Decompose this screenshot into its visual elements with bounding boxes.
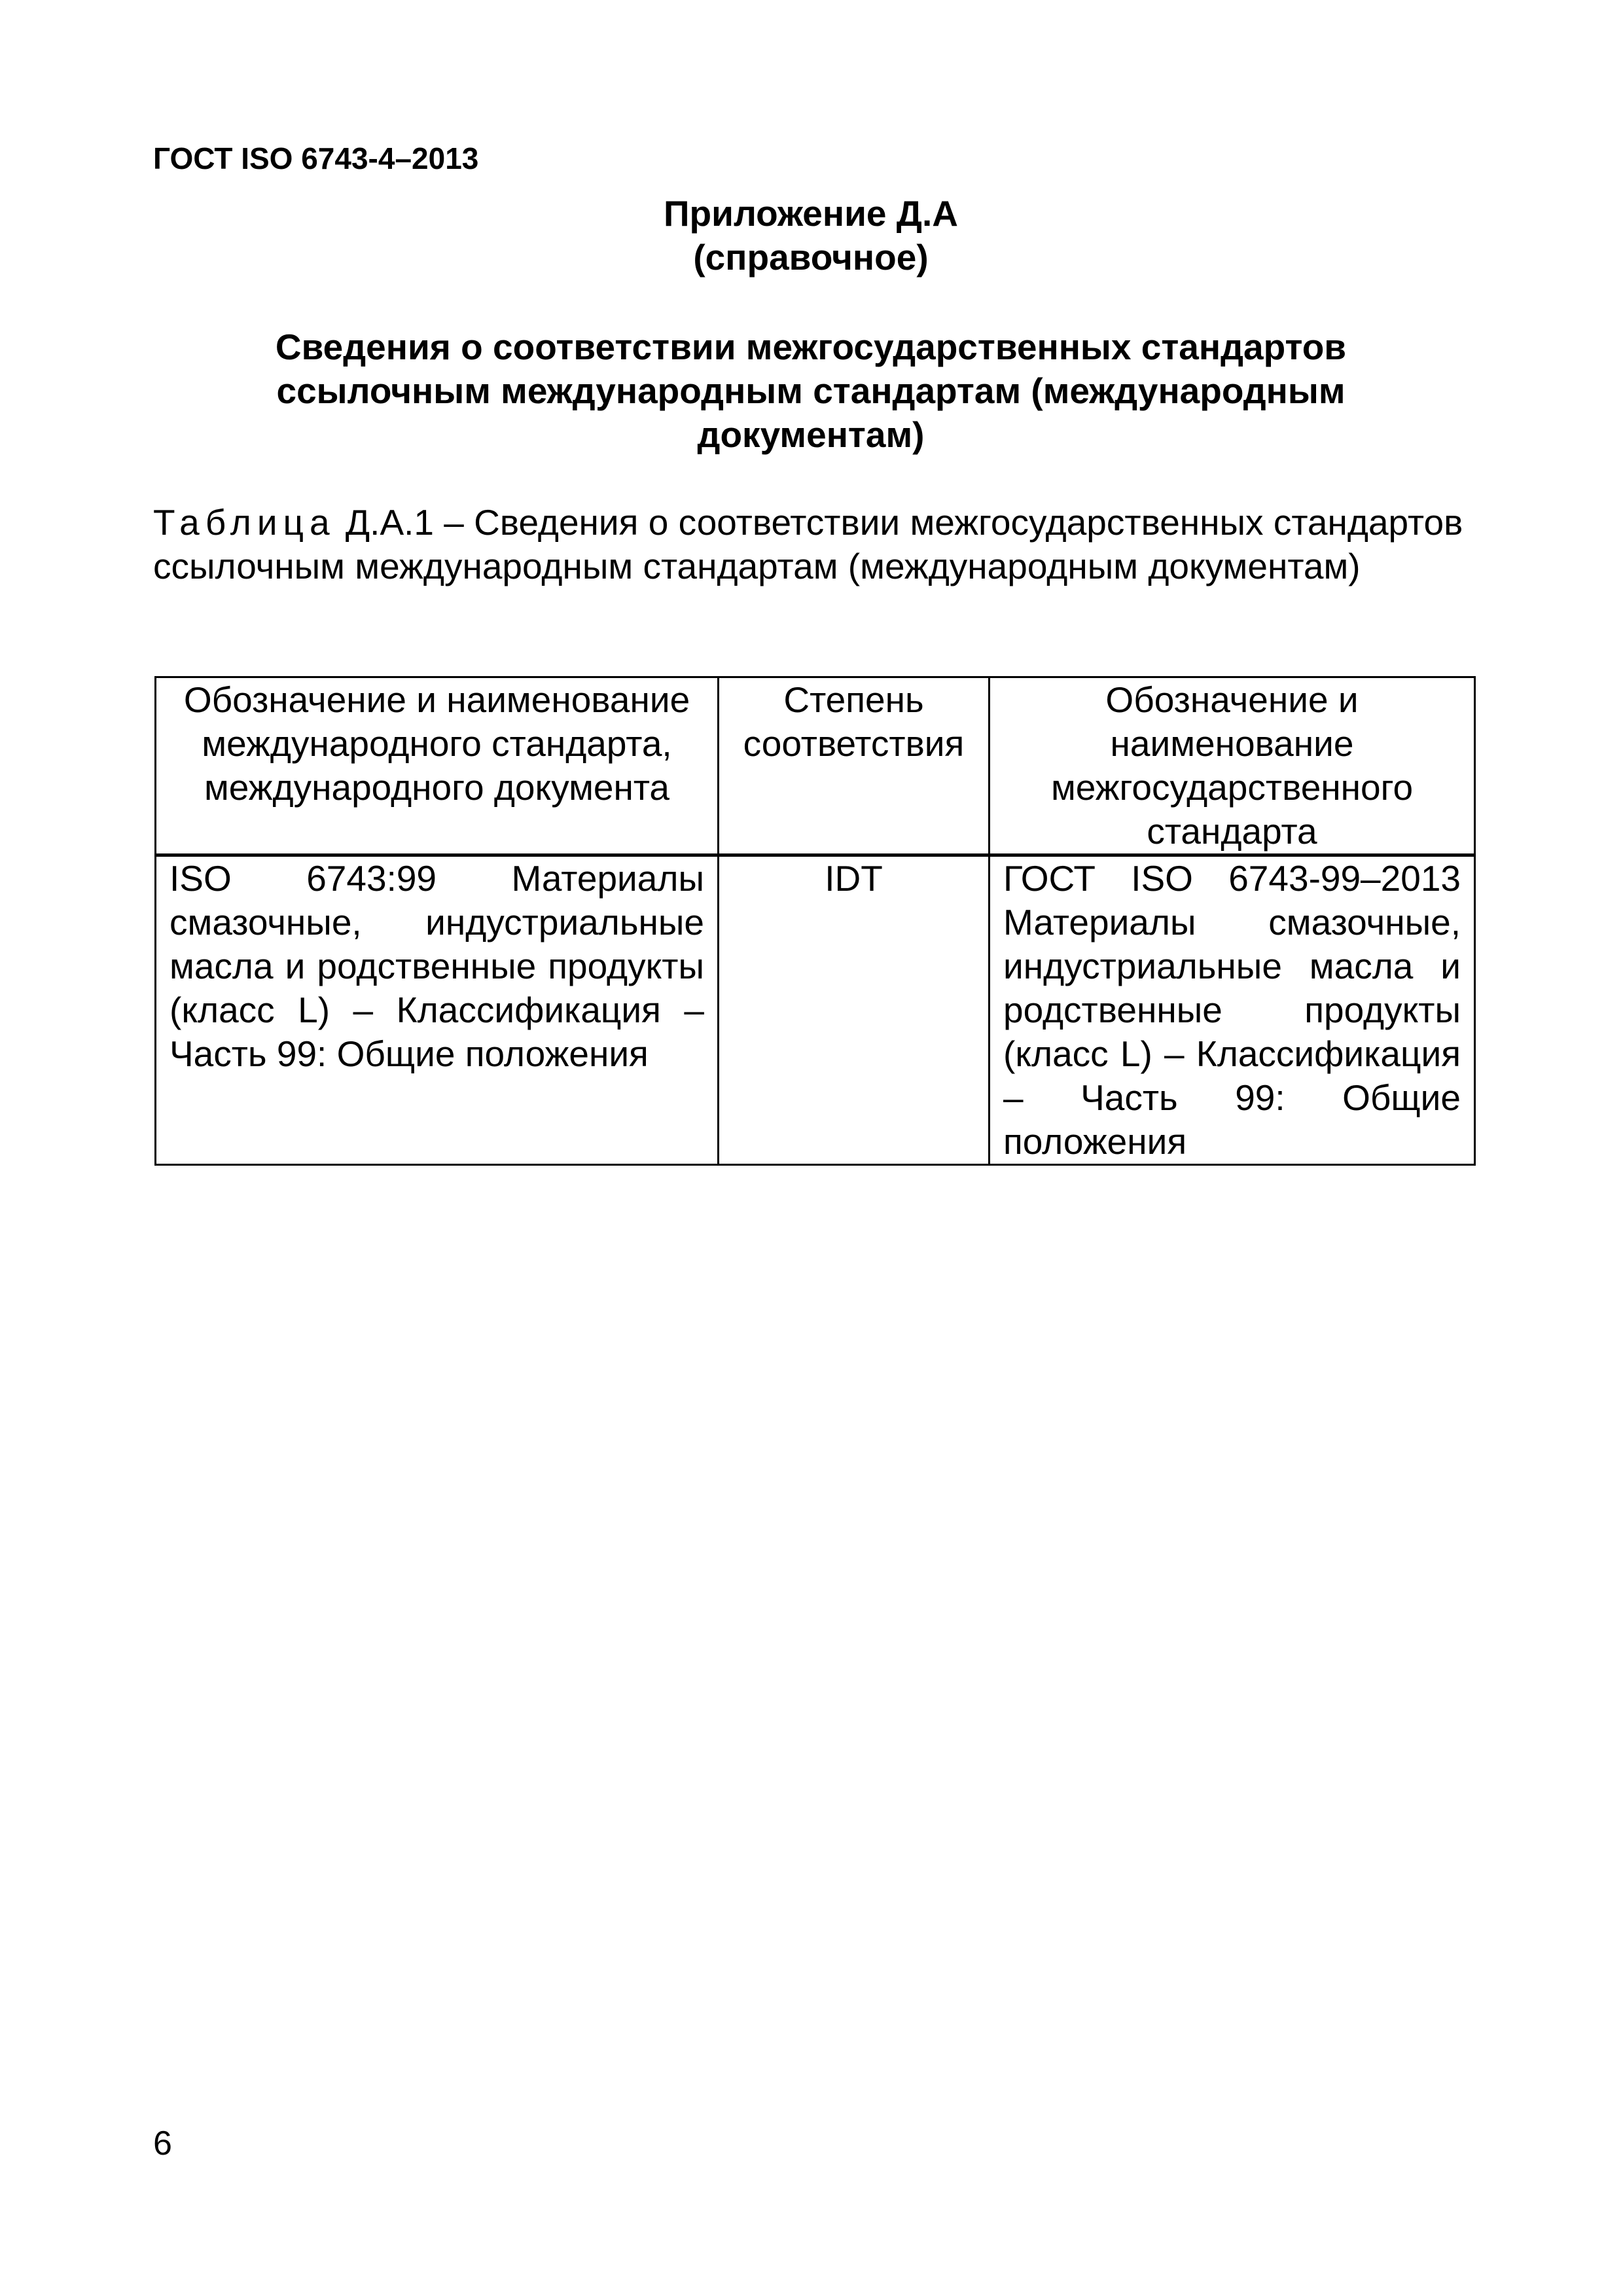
correspondence-table: [154, 676, 1476, 1166]
header-interstate-standard: Обозначение и наименование межгосударственного стандарта: [990, 677, 1475, 855]
table-caption-label: Таблица: [153, 502, 336, 543]
section-title: [153, 325, 1469, 457]
cell-international-standard: ISO 6743:99 Материалы смазочные, индустриальные масла и родственные продукты (класс L) – Классификация – Часть 99: Общие положения: [156, 855, 719, 1165]
table-caption-text: – Сведения о соответствии межгосударственных стандартов ссылочным международным стандартам (международным документам): [153, 502, 1463, 586]
table-caption: [153, 501, 1488, 588]
appendix-title-block: [153, 192, 1469, 279]
header-degree-of-correspondence: Степень соответствия: [719, 677, 990, 855]
table-row: [156, 855, 1475, 1165]
table-header-row: [156, 677, 1475, 855]
section-title-line: Сведения о соответствии межгосударственных стандартов: [275, 327, 1347, 367]
table-caption-number: Д.А.1: [335, 502, 435, 543]
appendix-title: Приложение Д.А: [664, 193, 958, 234]
cell-degree: IDT: [719, 855, 990, 1165]
cell-interstate-standard: ГОСТ ISO 6743-99–2013 Материалы смазочные, индустриальные масла и родственные продукты (класс L) – Классификация – Часть 99: Общие положения: [990, 855, 1475, 1165]
page-number: 6: [153, 2125, 172, 2162]
section-title-line: ссылочным международным стандартам (международным: [276, 370, 1346, 411]
header-international-standard: Обозначение и наименование международного стандарта, международного документа: [156, 677, 719, 855]
section-title-line: документам): [697, 414, 925, 455]
document-code: ГОСТ ISO 6743-4–2013: [153, 141, 479, 175]
appendix-subtitle: (справочное): [693, 237, 929, 278]
